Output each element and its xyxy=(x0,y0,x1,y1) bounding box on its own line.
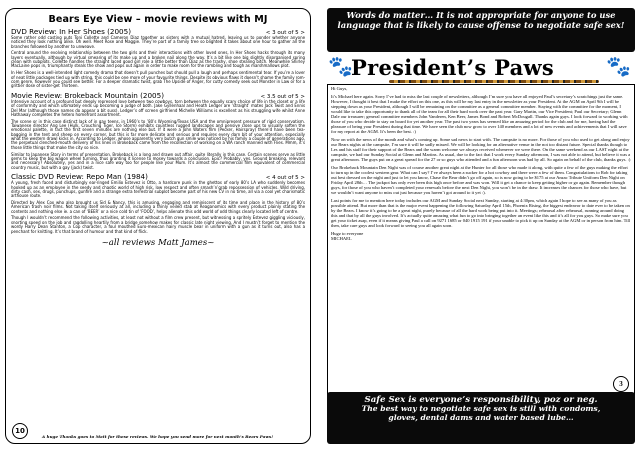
banner-line: language that is likely to cause offense to negotiate safe sex! xyxy=(337,20,625,30)
review-repo-man xyxy=(11,172,305,234)
paw-print-icon: 🐾 xyxy=(328,54,353,78)
review-paragraph: In Her Shoes is a well-intended light comedy drama that doesn’t pull punches but should pull a laugh and perhaps sentimental tear. If you’re a lover of neat little packages tied up with string, this could be one more of your favourite things. Despite its obvious flaws it doesn’t shame the family rom-com genre, however you could see better. For a deeper dramatic twist, grab The Upside of Anger, for cutty comedy seek out Monster in Law or for a grittier dose of sister-get Thirteen. xyxy=(11,70,305,89)
movie-reviews-page xyxy=(5,8,311,444)
letter-paragraph: Our Brokeback Mountain Den Night was of course another great night at the Hunter for all those who made it along, with quite a few of the guys making the effort to turn up in the coolest western gear. What can I say? I’ve always been a sucker for a hot cowboy and there were a few of them. Congratulations to Rob for taking out best dressed on the night and just to let you know, Chase the Bear didn’t go off again, so is now going to be $175 at our Anzac Tribute Uniform Den Night on Friday April 28th… The jackpot has only ever been this high once before and was won. Will it get a chance to keep getting higher or go again. Remember though guys, for those of you who haven’t completed your renewals before the next Den Night, you won’t be in the draw. It increases the chances for those who have, but we wouldn’t want anyone to miss out just because you haven’t got around to it yet :). xyxy=(331,165,628,195)
banner-line: Words do matter… It is not appropriate for anyone to use xyxy=(346,10,616,20)
review-brokeback-mountain xyxy=(11,91,305,170)
president-letter xyxy=(327,84,635,399)
review-rating: < 4 out of 5 > xyxy=(265,175,305,182)
page-number-badge: 10 xyxy=(12,423,28,439)
page-title: Bears Eye View – movie reviews with MJ xyxy=(48,14,268,25)
review-in-her-shoes xyxy=(11,27,305,89)
letter-paragraph: It’s Michael here again. Sorry I’ve had to miss the last couple of newsletters, although I’m sure you have all enjoyed Paul’s secretary’s scratchings just the same. However, I thought it best that I make the effort on this one, as this will be my last entry in the newsletter as your President. At the AGM on April 9th I will be stepping down as your President, although I will be remaining on the committee as a general committee member. Staying with the committee for the moment, I would like to take this opportunity to thank all of the team for all their hard work over the past year. Gary Martin, our Vice President; Paul our Secretary; Glenn Dale our treasurer; general committee members John Vanderen, Ken Beer, James Bond and Robert McDougall. Thanks again guys. I look forward to working with those of you who decide to stay on board for yet another year. The past two years has seemed like an amazing period for the club and for me, having had the pleasure of being your President during that time. We have seen the club now grow to over 140 members and a lot of new events and achievements that I will save for my report at the AGM. It’s been the best. :) xyxy=(331,94,628,134)
masthead-title: President’s Paws xyxy=(351,55,555,80)
top-banner xyxy=(327,8,635,52)
review-rating: < 3 out of 5 > xyxy=(265,30,305,36)
review-title: DVD Review: In Her Shoes (2005) xyxy=(11,27,131,36)
letter-paragraph: Last points for me to mention here today includes our AGM and Sunday Social next Sunday, starting at 4:30pm, which again I hope to see as many of you as possible attend. But more than that is the major event happening the following Saturday April 15th, Phoenix Rising, the biggest endeavor to date ever to be taken on by the Bears. I know it’s going to be a great night, purely because of all the hard work being put into it. Meetings; rehearsal after rehearsal, running around doing this and that by all the guys involved. It’s actually quite amazing what fun to go into bringing together an event like this and it’s all for you guys. So make sure you get your ticket asap, even if it means giving Paul a call on 9271 1685 or 040 1915 191 if your unable to pick it up on Sunday at the AGM or in person from him. Till then, take care guys and look forward to seeing you all again soon. xyxy=(331,198,631,228)
letter-greeting: Hi Guys, xyxy=(331,86,348,91)
feather-divider xyxy=(389,80,599,83)
letter-paragraph: Now on with the news of the month and what’s coming up. Some sad news to start with. The campsite is no more. For those of you who used to get along and enjoy our Bears nights at the campsite, I’m sure it will be sadly missed. We will be looking for an alternative venue in the not too distant future. Special thanks though to Les and his staff for their support of the Bears and the warm welcome we always received whenever we were there. On the same weekend as our LAST night at the campsite, we had our Sunday Social at Glenn and Martins. As usual, due to the fact that I work every Sunday afternoon, I was not able to attend, but believe it was a great afternoon. The guys put on a great spread for the 27 or so guys who attended and a fun afternoon was had by all. So again on behalf of the club, thanks guys. :) xyxy=(331,137,631,162)
review-paragraph: Though I wouldn’t recommend the following activities, at least not without a film crew present, but witnessing a spritely Estevez giggling viciously, snorting speed on the job and ragdolling heartily from a bridge somehow makes for classic late night viewing. And I mustn’t forget to mention the wordy Harry Dean Stanton, a Cop character, a foul mouthed Euro-mexican hairy muscle bear in uniform with a gun as it turns out, also has a penchant for knitting. It’s that brand of humour and that kind of flick. xyxy=(11,215,305,234)
thanks-note: A huge Thanks goes to Matt for these reviews. We hope you send more for next month’s Bears Paws! xyxy=(42,434,274,439)
review-paragraph: Central around the evolving relationship between the two girls and their interactions with other loved ones, In Her Shoes hacks through its many layers eventually, although by virtual smearing of its make up and a broken nail along the way. It’s a bit like one big slightly disorganised spring clean with subplots. Collette handles the straight laced good girl role a little better than Diaz as the trashy, shoe stealing bitch. Meanwhile Shirley MacLaine pops in, triumphantly steals the show and pops out again in order to make room for the rambling and tough as marshmallows plot. xyxy=(11,50,305,69)
reviews-signoff: ~all reviews Matt James~ xyxy=(101,237,215,248)
masthead xyxy=(327,54,635,84)
review-title: Classic DVD Review: Repo Man (1984) xyxy=(11,172,148,182)
review-paragraph: Some rather odd casting puts Toni Collette and Cameron Diaz together as sisters with a mutual hatred, leaving us to ponder whether anyone noticed they look nothing alike. Oh well. Meet Rose and Maggie. They’re part of a family tree so blighted it takes about one hour to gather all the branches followed by another to unweave. xyxy=(11,35,305,49)
review-title: Movie Review: Brokeback Mountain (2005) xyxy=(11,90,164,100)
bottom-banner xyxy=(327,392,635,444)
review-paragraph: Directed by Alex Cox who also brought us Sid & Nancy, this is amusing, engaging and reminiscent of its time and place in the history of 80’s American trash noir films. Not taking itself seriously at all, including a thinly veiled stab at Reaganomics with every product plainly stating the contents and nothing else ie. a can of ‘BEER’ or a nice cold tin of ‘FOOD’, helps alienate this odd world of odd things clearly located left of centre. xyxy=(11,200,305,214)
review-rating: < 3.5 out of 5 > xyxy=(260,93,305,100)
review-paragraph: Intensive account of a profound but deeply repressed love between two cowboys, torn between the equally scary choice of life in the closet or a life of conformity and which ultimately ends up becoming a judge of both. Jake Gyllenhaal and Heath Ledger are ‘straight’ mates Jack Twist and Ennis Del Mar (although those names do appear a bit suss). Ledger’s off screen girlfriend Michelle Williams is excellent as his struggling wife whilst Anne Hathaway completes the hetero homefront assortment. xyxy=(11,98,305,117)
paw-print-icon: 🐾 xyxy=(606,54,631,78)
letter-signature: MICHAEL xyxy=(331,236,352,241)
banner-line: The best way to negotiate safe sex is still with condoms, xyxy=(361,404,601,413)
review-paragraph: A young, fresh faced and disturbingly ear-ringed Emilio Estevez is Otto, a hardcore punk in the ghettos of early 80’s LA who suddenly becomes hooked up as an employee in the seedy and chaotic world of high risk, low respect and often smash’n’grab repossession of vehicles. Wild driving, dirty cash, sex, drugs, punchups, gunfire and a strange extra terrestrial subplot become part of his new CV in no time, all via a cool yet charismatic arthouse route. xyxy=(11,180,305,199)
review-paragraph: The scene or in this case distinct lack of in gay teens, in 1960’s to ’80’s Wyoming/Texas USA and the omnipresent pressure of rigid conservatism. Taiwanese director Ang Lee (Hulk, Crouching Tiger, Ice Storm) exhibits countless rugged landscapes and pensive close ups to visually soften the emotional palette, in fact the first seven minutes are nothing else but. If it were a John Waters film (Pecker, Hairspray) there’d have been tea-bagging in the tent and sheep on every corner, but this is far more delicate and serious and requires every darn bit of your attention, especially what the western drawl kicks in. According to Ledger, whose apparently very butch gun smile was noticed by his family a couple of generations ago, the perpetual clenched-mouth delivery of his lines in Brokeback came from the recollection of working on a WA ranch manned with Flies. Mmm, it’s those little things that make the city so nice. xyxy=(11,118,305,150)
presidents-paws-page xyxy=(327,8,635,444)
review-paragraph: Similar to Japanese Story in terms of presentation, Brokeback is a long and drawn out affair, quite literally in this case. Certain scenes serve as little gems to keep the big wagon wheel turning, thus granting it license to mosey towards a conclusion. Epic? Probably, yes. Ground breaking, relevant and necessary? Absolutely, yes and in a nice safe way too for people like your Mum. It’s almost the commercial film equivalent of commercial country music, but with a gay (jack) twist. xyxy=(11,151,305,170)
banner-line: Safe Sex is everyone’s responsibility, poz or neg. xyxy=(364,395,598,405)
page-number-badge: 3 xyxy=(613,376,629,392)
letter-closing: Hugz to everyone xyxy=(331,231,364,236)
banner-line: gloves, dental dams and water based lube… xyxy=(388,412,574,422)
